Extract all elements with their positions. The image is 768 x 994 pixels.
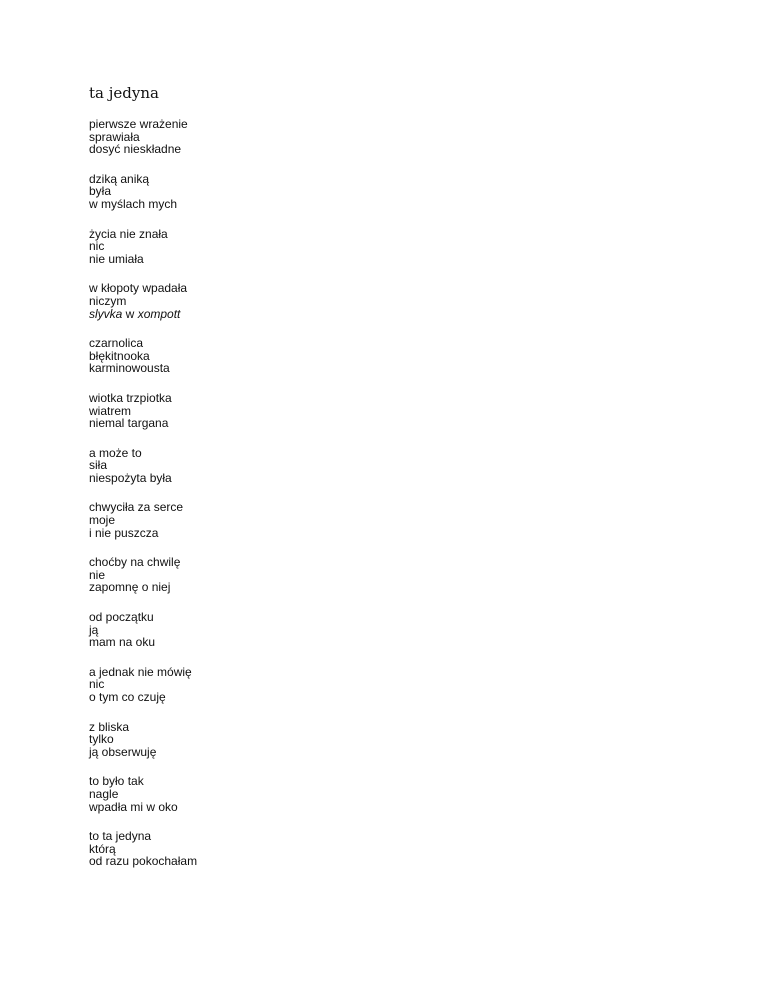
stanza xyxy=(89,118,689,156)
stanza xyxy=(89,447,689,485)
poem-line: o tym co czuję xyxy=(89,690,166,704)
poem-line: sprawiała xyxy=(89,129,140,144)
poem-line: dosyć nieskładne xyxy=(89,142,182,157)
poem-line: ją obserwuję xyxy=(89,744,157,759)
poem-line: tylko xyxy=(89,732,114,747)
poem-line: życia nie znała xyxy=(89,226,168,241)
stanza xyxy=(89,228,689,266)
stanza xyxy=(89,392,689,430)
poem-title: ta jedyna xyxy=(89,84,159,102)
stanza xyxy=(89,173,689,211)
poem-line: i nie puszcza xyxy=(89,525,159,540)
poem-line: moje xyxy=(89,513,116,528)
poem-line: a jednak nie mówię xyxy=(89,664,192,679)
poem-line: pierwsze wrażenie xyxy=(89,117,188,131)
poem-line: dziką aniką xyxy=(89,171,150,186)
poem-line: od razu pokochałam xyxy=(89,854,198,869)
stanza xyxy=(89,556,689,594)
poem-line: siła xyxy=(89,458,108,473)
stanza xyxy=(89,611,689,649)
stanza xyxy=(89,721,689,759)
stanza xyxy=(89,830,689,868)
poem-line-italic xyxy=(89,308,689,321)
poem-line: niespożyta była xyxy=(89,470,172,485)
poem-line: nie xyxy=(89,567,106,582)
stanza xyxy=(89,337,689,375)
poem-line: którą xyxy=(89,841,116,856)
poem-line: zapomnę o niej xyxy=(89,580,171,595)
stanza xyxy=(89,775,689,813)
poem-line: była xyxy=(89,184,112,199)
poem-line: wiotka trzpiotka xyxy=(89,390,172,405)
poem-line: od początku xyxy=(89,610,154,625)
poem-line: nic xyxy=(89,677,105,692)
poem-line: niczym xyxy=(89,293,127,308)
poem-line: mam na oku xyxy=(89,635,156,650)
plain-word: w xyxy=(122,306,138,321)
poem-line: nagle xyxy=(89,786,119,801)
poem-line: wiatrem xyxy=(89,403,132,418)
poem-line: czarnolica xyxy=(89,336,144,351)
stanza xyxy=(89,501,689,539)
poem-line: w kłopoty wpadała xyxy=(89,281,188,296)
poem-line: ją xyxy=(89,622,99,637)
poem-line: to ta jedyna xyxy=(89,829,152,844)
poem-line: niemal targana xyxy=(89,416,169,431)
poem-line: nie umiała xyxy=(89,251,144,266)
poem-line: a może to xyxy=(89,445,142,460)
poem-line: to było tak xyxy=(89,774,144,789)
stanza xyxy=(89,282,689,320)
italic-word: xompott xyxy=(137,306,181,321)
italic-word: slyvka xyxy=(89,306,123,321)
poem-line: wpadła mi w oko xyxy=(89,799,178,814)
document-page xyxy=(89,84,689,885)
poem-line: w myślach mych xyxy=(89,196,178,211)
poem-line: choćby na chwilę xyxy=(89,555,181,570)
stanza xyxy=(89,666,689,704)
poem-line: karminowousta xyxy=(89,361,170,376)
poem-line: z bliska xyxy=(89,719,130,734)
poem-line: błękitnooka xyxy=(89,348,150,363)
poem-line: nic xyxy=(89,239,105,254)
poem-line: chwyciła za serce xyxy=(89,500,184,515)
